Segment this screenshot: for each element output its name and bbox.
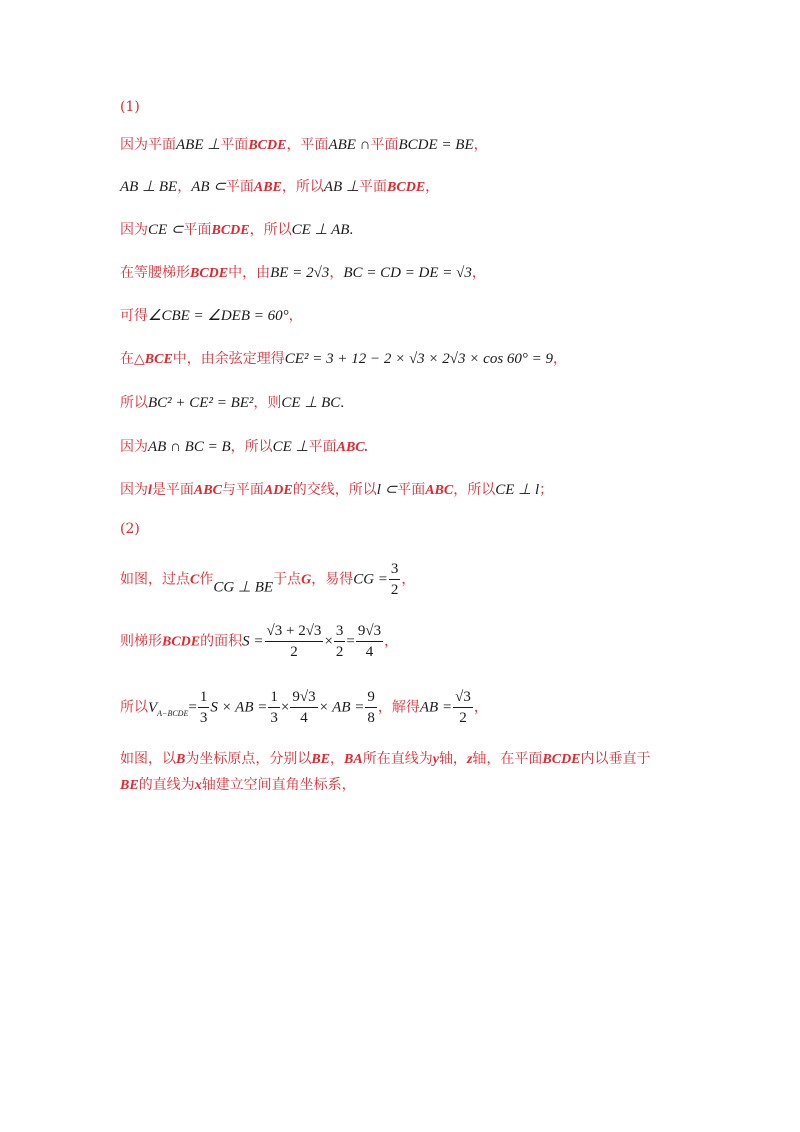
text: 因为 bbox=[120, 439, 148, 455]
line-5 bbox=[120, 309, 303, 324]
text: 所以 bbox=[120, 395, 148, 411]
line-6 bbox=[120, 352, 567, 367]
math: BC = CD = DE = √3 bbox=[343, 265, 472, 281]
text: BCDE bbox=[542, 752, 581, 767]
line-14 bbox=[120, 778, 356, 793]
math: CE ⊂ bbox=[148, 222, 184, 238]
text: BCDE bbox=[211, 223, 250, 238]
fraction bbox=[389, 560, 401, 599]
line-13 bbox=[120, 752, 651, 767]
text: 与平面 bbox=[221, 482, 264, 498]
denominator: 4 bbox=[365, 644, 374, 660]
text: ADE bbox=[263, 483, 293, 498]
fraction bbox=[356, 622, 383, 661]
text: 平面 bbox=[370, 137, 399, 153]
text: ，所以 bbox=[281, 179, 324, 195]
text: BA bbox=[344, 752, 363, 767]
math: CE ⊥ AB bbox=[291, 222, 350, 238]
line-11 bbox=[120, 622, 398, 661]
label-text: (1) bbox=[120, 99, 140, 115]
math: AB ⊥ bbox=[323, 179, 360, 195]
volume-symbol: V bbox=[148, 699, 158, 716]
text: ，则 bbox=[253, 395, 282, 411]
text: ， bbox=[401, 571, 416, 588]
numerator: √3 bbox=[453, 688, 473, 708]
text: BE bbox=[120, 778, 139, 793]
text: B bbox=[176, 752, 186, 767]
label-text: (2) bbox=[120, 521, 140, 537]
math: AB ⊥ BE bbox=[120, 179, 178, 195]
fraction bbox=[198, 688, 210, 727]
text: 平面 bbox=[183, 222, 212, 238]
part2-label bbox=[120, 522, 140, 536]
text: 则梯形 bbox=[120, 633, 162, 650]
denominator: 2 bbox=[459, 710, 467, 726]
text: ，所以 bbox=[453, 482, 496, 498]
text: 中，由余弦定理得 bbox=[172, 351, 285, 367]
line-10 bbox=[120, 560, 415, 599]
text: ，所以 bbox=[249, 222, 292, 238]
numerator: √3 + 2√3 bbox=[265, 622, 324, 642]
math: ABE ⊥ bbox=[176, 137, 221, 153]
text: BCE bbox=[144, 352, 173, 367]
math: CE² = 3 + 12 − 2 × √3 × 2√3 × cos 60° = 9 bbox=[284, 351, 554, 367]
text: 平面 bbox=[225, 179, 254, 195]
line-1 bbox=[120, 138, 488, 153]
math: CE ⊥ l bbox=[495, 482, 540, 498]
text: 为坐标原点，分别以 bbox=[185, 751, 312, 767]
text: BCDE bbox=[190, 266, 229, 281]
math: CG = bbox=[353, 571, 388, 588]
text: 中，由 bbox=[228, 265, 271, 281]
text: ， bbox=[330, 751, 345, 767]
text: 如图，过点 bbox=[120, 571, 190, 588]
math: CE ⊥ BC bbox=[281, 395, 341, 411]
text: 的直线为 bbox=[138, 777, 195, 793]
math: × bbox=[324, 633, 333, 650]
numerator: 3 bbox=[334, 622, 346, 642]
text: 因为 bbox=[120, 482, 148, 498]
text: ，解得 bbox=[377, 699, 420, 716]
numerator: 1 bbox=[198, 688, 210, 708]
text: z bbox=[466, 752, 473, 767]
math: × bbox=[280, 699, 290, 716]
math: CE ⊥ bbox=[272, 439, 309, 455]
text: 平面 bbox=[397, 482, 426, 498]
denominator: 2 bbox=[335, 644, 344, 660]
math: S × AB = bbox=[210, 699, 268, 716]
text: 平面 bbox=[220, 137, 249, 153]
text: 是平面 bbox=[151, 482, 194, 498]
fraction bbox=[268, 688, 280, 727]
text: ， bbox=[177, 179, 192, 195]
math: ∠CBE = ∠DEB = 60° bbox=[148, 308, 289, 324]
math: BE = 2√3 bbox=[270, 265, 330, 281]
line-12 bbox=[120, 688, 488, 727]
text: 轴建立空间直角坐标系， bbox=[201, 777, 356, 793]
text: ， bbox=[471, 265, 486, 281]
numerator: 9√3 bbox=[290, 688, 317, 708]
text: ，易得 bbox=[311, 571, 354, 588]
text: 因为 bbox=[120, 222, 148, 238]
text: BCDE bbox=[162, 634, 201, 650]
fraction bbox=[365, 688, 377, 727]
denominator: 3 bbox=[199, 710, 208, 726]
line-9 bbox=[120, 483, 553, 498]
fraction bbox=[290, 688, 317, 727]
text: 的面积 bbox=[200, 633, 243, 650]
fraction bbox=[453, 688, 473, 727]
math: l ⊂ bbox=[376, 482, 398, 498]
text: 平面 bbox=[359, 179, 388, 195]
math: BC² + CE² = BE² bbox=[148, 395, 254, 411]
fraction bbox=[334, 622, 346, 661]
text: l bbox=[148, 483, 152, 498]
text: ，平面 bbox=[286, 137, 329, 153]
math: ABE ∩ bbox=[328, 137, 371, 153]
text: ， bbox=[473, 699, 488, 716]
math: = bbox=[346, 633, 355, 650]
subscript: A−BCDE bbox=[157, 708, 189, 718]
text: x bbox=[194, 778, 202, 793]
text: 在等腰梯形 bbox=[120, 265, 190, 281]
math: AB = bbox=[419, 699, 453, 716]
numerator: 9 bbox=[365, 688, 377, 708]
math: CG ⊥ BE bbox=[213, 579, 274, 596]
math: AB ⊂ bbox=[191, 179, 226, 195]
text: ABC bbox=[193, 483, 222, 498]
text: ， bbox=[425, 179, 440, 195]
text: 轴， bbox=[438, 751, 467, 767]
text: 因为平面 bbox=[120, 137, 176, 153]
numerator: 9√3 bbox=[356, 622, 383, 642]
text: 轴，在平面 bbox=[472, 751, 543, 767]
math: S = bbox=[242, 633, 264, 650]
text: 所在直线为 bbox=[362, 751, 433, 767]
line-7 bbox=[120, 396, 344, 411]
text: 在△ bbox=[120, 351, 145, 367]
text: C bbox=[190, 572, 200, 588]
text: 平面 bbox=[308, 439, 337, 455]
math: × AB = bbox=[318, 699, 365, 716]
text: ABE bbox=[253, 180, 282, 195]
math bbox=[148, 700, 188, 716]
denominator: 2 bbox=[390, 582, 399, 598]
text: ，所以 bbox=[230, 439, 273, 455]
line-3 bbox=[120, 223, 353, 238]
fraction bbox=[265, 622, 324, 661]
numerator: 1 bbox=[268, 688, 280, 708]
line-4 bbox=[120, 266, 486, 281]
part1-label bbox=[120, 100, 140, 114]
text: G bbox=[301, 572, 312, 588]
math: . bbox=[349, 222, 354, 238]
denominator: 4 bbox=[300, 710, 308, 726]
text: 如图，以 bbox=[120, 751, 176, 767]
math: . bbox=[340, 395, 345, 411]
line-8 bbox=[120, 440, 368, 455]
text: 所以 bbox=[120, 699, 148, 716]
text: 作 bbox=[199, 571, 214, 588]
text: 的交线，所以 bbox=[292, 482, 377, 498]
denominator: 2 bbox=[290, 644, 298, 660]
numerator: 3 bbox=[389, 560, 401, 580]
text: ABC. bbox=[336, 440, 369, 455]
text: ， bbox=[553, 351, 568, 367]
text: 可得 bbox=[120, 308, 148, 324]
denominator: 8 bbox=[367, 710, 375, 726]
text: ， bbox=[384, 633, 399, 650]
text: BE bbox=[311, 752, 331, 767]
text: BCDE bbox=[387, 180, 426, 195]
text: BCDE bbox=[248, 138, 287, 153]
text: ， bbox=[473, 137, 488, 153]
text: ； bbox=[539, 482, 554, 498]
math: AB ∩ BC = B bbox=[148, 439, 231, 455]
text: 于点 bbox=[273, 571, 302, 588]
denominator: 3 bbox=[270, 710, 278, 726]
text: ABC bbox=[425, 483, 454, 498]
math: = bbox=[188, 699, 197, 716]
line-2 bbox=[120, 180, 439, 195]
text: 内以垂直于 bbox=[580, 751, 651, 767]
math: BCDE = BE bbox=[398, 137, 474, 153]
text: ， bbox=[288, 308, 303, 324]
text: y bbox=[432, 752, 439, 767]
text: ， bbox=[329, 265, 344, 281]
